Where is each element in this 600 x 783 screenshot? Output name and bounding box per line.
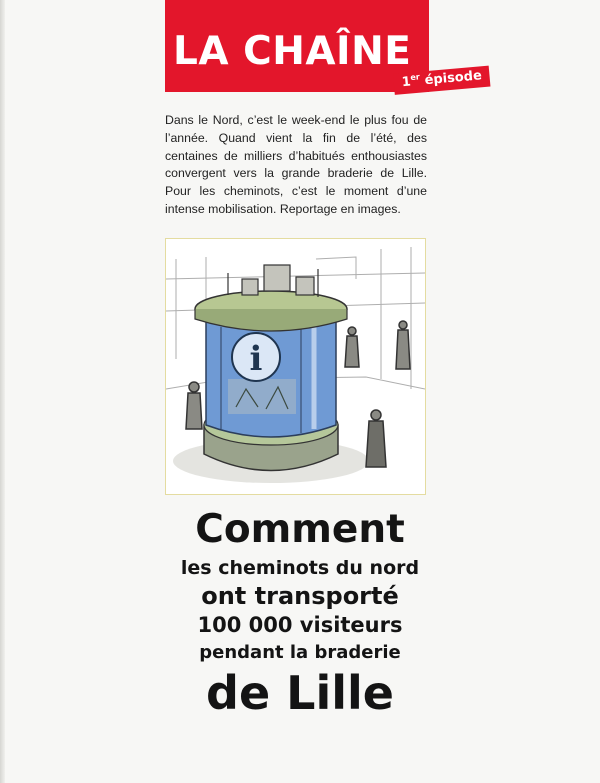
headline-line-6: de Lille [206, 666, 394, 720]
headline-line-5: pendant la braderie [199, 642, 401, 663]
series-banner [165, 0, 429, 92]
page-edge [0, 0, 5, 783]
episode-superscript: er [410, 72, 421, 83]
headline-line-3: ont transporté [201, 582, 399, 610]
info-symbol: i [249, 339, 263, 379]
kiosk-sketch [166, 239, 425, 494]
episode-label: épisode [419, 68, 483, 89]
headline [165, 505, 435, 720]
headline-line-4: 100 000 visiteurs [197, 613, 403, 637]
headline-line-2: les cheminots du nord [180, 557, 420, 579]
interior-counter [228, 379, 296, 414]
kiosk-illustration [165, 238, 426, 495]
episode-number: 1 [401, 74, 412, 91]
headline-line-1: Comment [195, 507, 405, 552]
series-title: LA CHAÎNE [173, 29, 412, 74]
intro-paragraph: Dans le Nord, c’est le week-end le plus fou de l’année. Quand vient la fin de l’été, des centaines de milliers d’habitués enthousiastes convergent vers la grande braderie de Lille. Pour les cheminots, c’est le moment d’une intense mobilisation. Reportage en images. [165, 113, 427, 216]
